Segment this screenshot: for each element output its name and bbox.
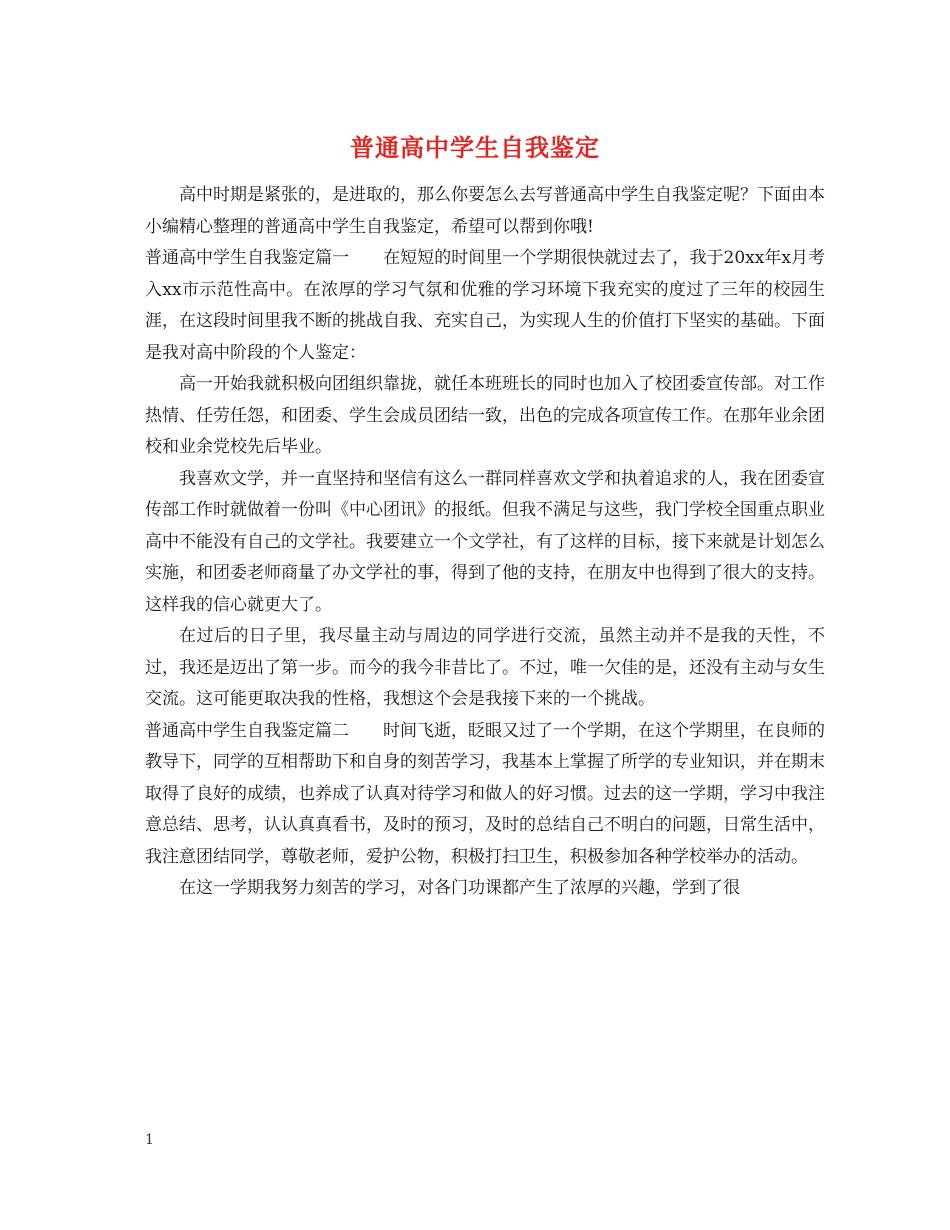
paragraph: 我喜欢文学，并一直坚持和坚信有这么一群同样喜欢文学和执着追求的人，我在团委宣传部工作时就做着一份叫《中心团讯》的报纸。但我不满足与这些，我门学校全国重点职业高中不能没有自己的文学社。我要建立一个文学社，有了这样的目标，接下来就是计划怎么实施，和团委老师商量了办文学社的事，得到了他的支持，在朋友中也得到了很大的支持。这样我的信心就更大了。: [145, 468, 825, 615]
document-body: [145, 180, 825, 905]
paragraph: 高一开始我就积极向团组织靠拢，就任本班班长的同时也加入了校团委宣传部。对工作热情、任劳任怨，和团委、学生会成员团结一致，出色的完成各项宣传工作。在那年业余团校和业余党校先后毕业。: [145, 374, 825, 457]
section-heading-paragraph: 普通高中学生自我鉴定篇二 时间飞逝，眨眼又过了一个学期，在这个学期里，在良师的教导下，同学的互相帮助下和自身的刻苦学习，我基本上掌握了所学的专业知识，并在期末取得了良好的成绩，也养成了认真对待学习和做人的好习惯。过去的这一学期，学习中我注意总结、思考，认认真真看书，及时的预习，及时的总结自己不明白的问题，日常生活中，我注意团结同学，尊敬老师，爱护公物，积极打扫卫生，积极参加各种学校举办的活动。: [145, 720, 825, 867]
page-number: 1: [145, 1132, 154, 1148]
document-title: 普通高中学生自我鉴定: [350, 133, 600, 162]
paragraph: 在这一学期我努力刻苦的学习，对各门功课都产生了浓厚的兴趣，学到了很: [179, 878, 740, 898]
paragraph: 在过后的日子里，我尽量主动与周边的同学进行交流，虽然主动并不是我的天性，不过，我还是迈出了第一步。而今的我今非昔比了。不过，唯一欠佳的是，还没有主动与女生交流。这可能更取决我的性格，我想这个会是我接下来的一个挑战。: [145, 626, 825, 709]
section-heading-paragraph: 普通高中学生自我鉴定篇一 在短短的时间里一个学期很快就过去了，我于20xx年x月考入xx市示范性高中。在浓厚的学习气氛和优雅的学习环境下我充实的度过了三年的校园生涯，在这段时间里我不断的挑战自我、充实自己，为实现人生的价值打下坚实的基础。下面是我对高中阶段的个人鉴定：: [145, 248, 825, 363]
paragraph: 高中时期是紧张的，是进取的，那么你要怎么去写普通高中学生自我鉴定呢？下面由本小编精心整理的普通高中学生自我鉴定，希望可以帮到你哦!: [145, 185, 825, 237]
